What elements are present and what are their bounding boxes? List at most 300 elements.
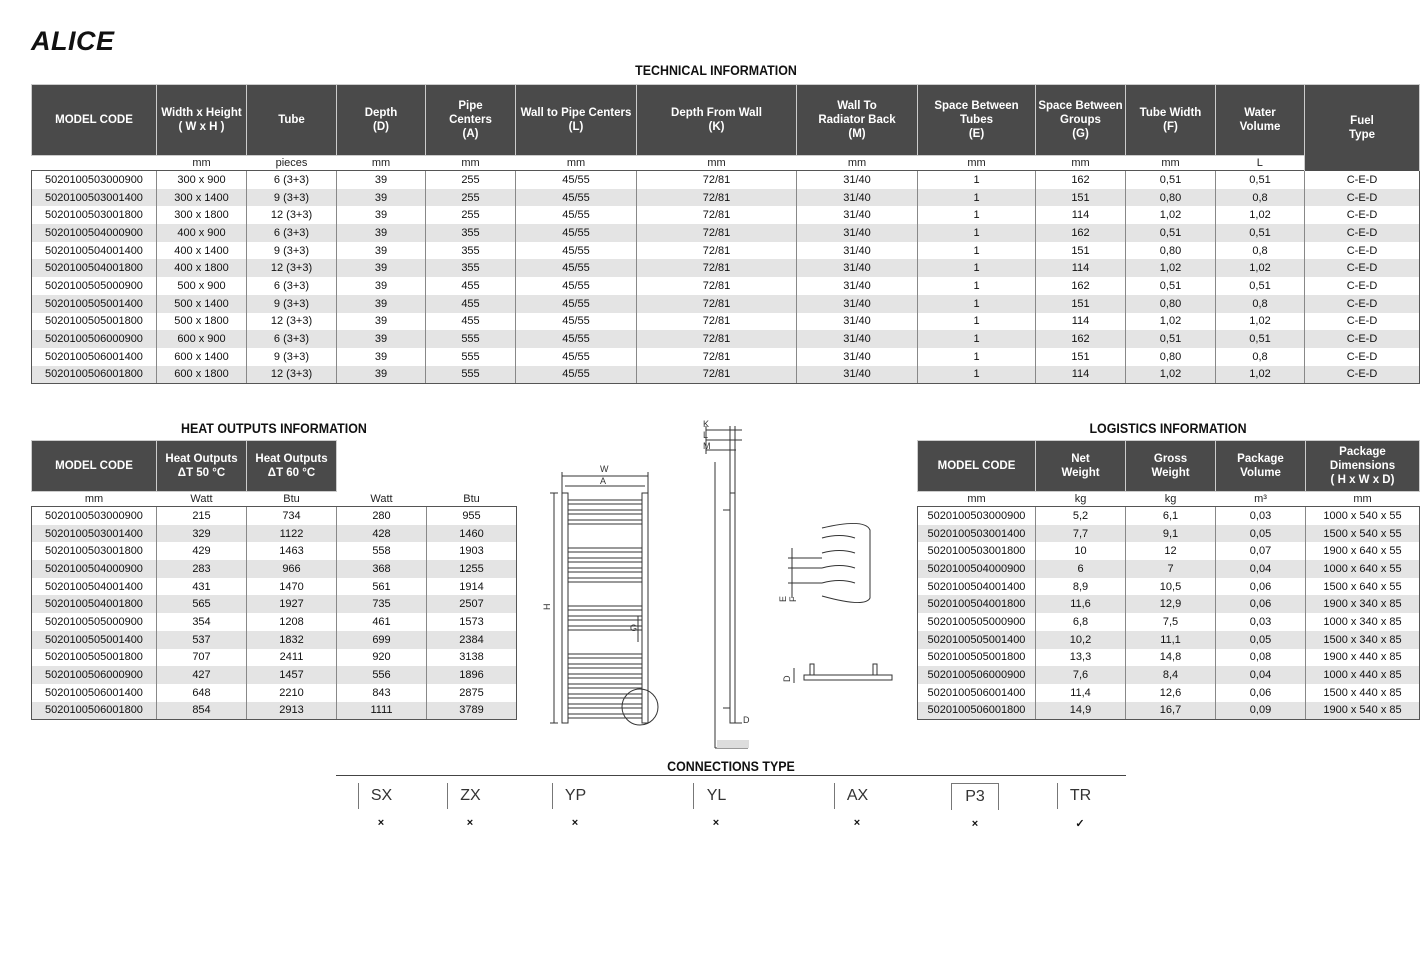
model-code-cell: 5020100503000900 <box>32 171 157 189</box>
table-cell: 1463 <box>247 542 337 560</box>
table-cell: 0,8 <box>1216 348 1305 366</box>
table-cell: 455 <box>426 295 516 313</box>
table-cell: 699 <box>337 631 427 649</box>
table-cell: 39 <box>337 206 426 224</box>
logistics-title: LOGISTICS INFORMATION <box>1089 421 1247 436</box>
column-header <box>157 441 247 492</box>
table-row <box>32 613 517 631</box>
table-cell: C-E-D <box>1305 189 1420 207</box>
table-cell: 1,02 <box>1216 259 1305 277</box>
units-row <box>918 492 1420 507</box>
model-code-cell: 5020100506001400 <box>32 684 157 702</box>
table-cell: 500 x 1800 <box>157 313 247 331</box>
table-cell: 1900 x 440 x 85 <box>1306 649 1420 667</box>
table-cell: 45/55 <box>516 313 637 331</box>
table-cell: 0,51 <box>1216 224 1305 242</box>
table-cell: 0,51 <box>1216 277 1305 295</box>
table-cell: 6 (3+3) <box>247 330 337 348</box>
table-cell: 0,06 <box>1216 595 1306 613</box>
unit-cell: mm <box>337 156 426 171</box>
model-code-cell: 5020100505001800 <box>32 649 157 667</box>
unit-cell: Btu <box>247 492 337 507</box>
table-cell: 9 (3+3) <box>247 295 337 313</box>
connection-sx <box>341 783 421 829</box>
header-line: ( W x H ) <box>178 121 225 133</box>
table-cell: 31/40 <box>797 348 918 366</box>
unit-cell: kg <box>1036 492 1126 507</box>
table-cell: 368 <box>337 560 427 578</box>
table-cell: 7,5 <box>1126 613 1216 631</box>
table-cell: 280 <box>337 507 427 525</box>
table-cell: 151 <box>1036 242 1126 260</box>
table-row <box>32 348 1420 366</box>
connection-code: AX <box>834 783 881 809</box>
column-header <box>1036 441 1126 492</box>
column-header <box>1216 441 1306 492</box>
connection-code: YP <box>552 783 599 809</box>
table-cell: 12 (3+3) <box>247 259 337 277</box>
table-cell: 72/81 <box>637 277 797 295</box>
table-cell: 400 x 1800 <box>157 259 247 277</box>
table-cell: 1000 x 540 x 55 <box>1306 507 1420 525</box>
table-cell: 1111 <box>337 702 427 720</box>
table-cell: 2507 <box>427 595 517 613</box>
table-cell: 7,7 <box>1036 525 1126 543</box>
table-cell: 39 <box>337 348 426 366</box>
model-code-cell: 5020100503001400 <box>918 525 1036 543</box>
product-title: ALICE <box>31 26 115 56</box>
column-header <box>637 85 797 156</box>
table-cell: 355 <box>426 259 516 277</box>
column-header <box>247 85 337 156</box>
technical-title: TECHNICAL INFORMATION <box>635 63 797 78</box>
table-cell: 400 x 1400 <box>157 242 247 260</box>
table-cell: 45/55 <box>516 330 637 348</box>
table-cell: 1,02 <box>1216 366 1305 384</box>
table-cell: 0,51 <box>1126 330 1216 348</box>
table-cell: 0,09 <box>1216 702 1306 720</box>
table-cell: 600 x 1400 <box>157 348 247 366</box>
table-cell: 72/81 <box>637 189 797 207</box>
table-cell: 500 x 900 <box>157 277 247 295</box>
table-row <box>918 507 1420 525</box>
model-code-cell: 5020100506000900 <box>32 666 157 684</box>
column-header <box>1126 85 1216 156</box>
table-cell: 6 (3+3) <box>247 224 337 242</box>
table-cell: 45/55 <box>516 277 637 295</box>
table-cell: 39 <box>337 295 426 313</box>
table-row <box>918 595 1420 613</box>
unit-cell: mm <box>918 492 1036 507</box>
model-code-cell: 5020100504001800 <box>32 595 157 613</box>
model-code-cell: 5020100505000900 <box>32 277 157 295</box>
header-line: ΔT 50 °C <box>177 467 226 479</box>
table-cell: 0,06 <box>1216 578 1306 596</box>
header-line: Package <box>1339 446 1386 458</box>
table-cell: 6 <box>1036 560 1126 578</box>
unit-cell: mm <box>1126 156 1216 171</box>
column-header <box>1305 85 1420 171</box>
technical-table <box>31 84 1420 384</box>
table-cell: 0,80 <box>1126 189 1216 207</box>
table-cell: 600 x 1800 <box>157 366 247 384</box>
header-line: (M) <box>848 128 866 140</box>
model-code-cell: 5020100505000900 <box>32 613 157 631</box>
table-cell: 45/55 <box>516 366 637 384</box>
table-cell: 255 <box>426 189 516 207</box>
table-cell: 1470 <box>247 578 337 596</box>
table-cell: 39 <box>337 224 426 242</box>
header-line: Wall To <box>837 100 877 112</box>
header-line: Depth <box>364 107 398 119</box>
table-row <box>32 313 1420 331</box>
table-cell: 39 <box>337 171 426 189</box>
column-header <box>1216 85 1305 156</box>
table-cell: 1000 x 640 x 55 <box>1306 560 1420 578</box>
table-cell: 39 <box>337 366 426 384</box>
table-row <box>918 631 1420 649</box>
table-cell: 39 <box>337 277 426 295</box>
header-line: (G) <box>1072 128 1089 140</box>
column-header <box>1126 441 1216 492</box>
table-cell: 0,8 <box>1216 242 1305 260</box>
unit-cell: Watt <box>157 492 247 507</box>
table-cell: 31/40 <box>797 366 918 384</box>
table-row <box>32 171 1420 189</box>
unit-cell: pieces <box>247 156 337 171</box>
unit-cell: mm <box>157 156 247 171</box>
table-cell: C-E-D <box>1305 330 1420 348</box>
table-cell: 39 <box>337 242 426 260</box>
table-row <box>32 242 1420 260</box>
model-code-cell: 5020100505000900 <box>918 613 1036 631</box>
unit-cell: Watt <box>337 492 427 507</box>
table-cell: 0,80 <box>1126 295 1216 313</box>
table-cell: 0,04 <box>1216 666 1306 684</box>
table-cell: 1573 <box>427 613 517 631</box>
table-cell: 12 (3+3) <box>247 366 337 384</box>
table-cell: 3138 <box>427 649 517 667</box>
table-cell: 707 <box>157 649 247 667</box>
table-cell: 151 <box>1036 295 1126 313</box>
header-line: Package <box>1237 453 1284 465</box>
header-line: MODEL CODE <box>55 114 133 126</box>
table-cell: 114 <box>1036 206 1126 224</box>
label-g: G <box>630 623 638 633</box>
table-row <box>918 578 1420 596</box>
table-row <box>32 295 1420 313</box>
table-cell: 215 <box>157 507 247 525</box>
model-code-cell: 5020100505001800 <box>918 649 1036 667</box>
header-line: Volume <box>1240 467 1281 479</box>
header-line: Gross <box>1153 453 1188 465</box>
table-cell: 1 <box>918 259 1036 277</box>
table-cell: 0,51 <box>1126 277 1216 295</box>
table-cell: 9 (3+3) <box>247 348 337 366</box>
table-cell: 300 x 900 <box>157 171 247 189</box>
table-row <box>918 684 1420 702</box>
column-header <box>247 441 337 492</box>
table-cell: 14,9 <box>1036 702 1126 720</box>
header-line: Volume <box>1239 121 1281 133</box>
table-cell: 72/81 <box>637 206 797 224</box>
header-line: Tubes <box>959 114 993 126</box>
table-cell: 1122 <box>247 525 337 543</box>
column-header <box>516 85 637 156</box>
column-header <box>337 85 426 156</box>
check-icon: ✓ <box>1075 818 1085 830</box>
cross-icon: × <box>571 817 579 829</box>
table-cell: 300 x 1400 <box>157 189 247 207</box>
connections-title: CONNECTIONS TYPE <box>667 759 795 774</box>
table-cell: 13,3 <box>1036 649 1126 667</box>
table-cell: 1903 <box>427 542 517 560</box>
tube-rows <box>568 500 642 718</box>
table-cell: 12 <box>1126 542 1216 560</box>
table-cell: 10 <box>1036 542 1126 560</box>
header-line: (E) <box>968 128 985 140</box>
table-cell: 355 <box>426 242 516 260</box>
model-code-cell: 5020100504000900 <box>32 224 157 242</box>
table-cell: 7,6 <box>1036 666 1126 684</box>
table-cell: 329 <box>157 525 247 543</box>
table-cell: 72/81 <box>637 330 797 348</box>
label-f: F <box>788 596 798 602</box>
model-code-cell: 5020100505001800 <box>32 313 157 331</box>
column-header <box>1306 441 1420 492</box>
table-cell: 9 (3+3) <box>247 242 337 260</box>
table-cell: 9 (3+3) <box>247 189 337 207</box>
cross-icon: × <box>466 817 474 829</box>
model-code-cell: 5020100506000900 <box>918 666 1036 684</box>
table-row <box>32 259 1420 277</box>
connection-code: TR <box>1057 783 1104 809</box>
connection-yp <box>535 783 615 829</box>
table-cell: 283 <box>157 560 247 578</box>
table-cell: 1460 <box>427 525 517 543</box>
unit-cell: mm <box>32 492 157 507</box>
table-cell: 45/55 <box>516 259 637 277</box>
unit-cell: kg <box>1126 492 1216 507</box>
logistics-table <box>917 440 1420 720</box>
heat-table <box>31 440 517 720</box>
header-line: ΔT 60 °C <box>267 467 316 479</box>
model-code-cell: 5020100503001800 <box>918 542 1036 560</box>
table-cell: 0,8 <box>1216 189 1305 207</box>
table-cell: 537 <box>157 631 247 649</box>
table-cell: 14,8 <box>1126 649 1216 667</box>
table-cell: 734 <box>247 507 337 525</box>
table-cell: 2384 <box>427 631 517 649</box>
header-line: Fuel <box>1350 114 1374 127</box>
table-cell: 1,02 <box>1126 313 1216 331</box>
table-cell: 45/55 <box>516 295 637 313</box>
table-row <box>32 702 517 720</box>
table-cell: C-E-D <box>1305 259 1420 277</box>
header-line: Groups <box>1060 114 1101 126</box>
table-cell: C-E-D <box>1305 171 1420 189</box>
table-cell: 8,4 <box>1126 666 1216 684</box>
model-code-cell: 5020100506001800 <box>918 702 1036 720</box>
table-row <box>918 542 1420 560</box>
unit-cell: m³ <box>1216 492 1306 507</box>
label-h: H <box>542 603 552 610</box>
table-cell: 162 <box>1036 224 1126 242</box>
table-cell: 1,02 <box>1216 206 1305 224</box>
table-cell: 0,80 <box>1126 242 1216 260</box>
column-header <box>918 85 1036 156</box>
table-cell: 565 <box>157 595 247 613</box>
header-line: Weight <box>1061 467 1100 479</box>
table-cell: 1 <box>918 189 1036 207</box>
table-cell: 355 <box>426 224 516 242</box>
table-cell: 255 <box>426 171 516 189</box>
header-line: (K) <box>708 121 725 133</box>
table-cell: C-E-D <box>1305 366 1420 384</box>
table-row <box>32 366 1420 384</box>
table-cell: 455 <box>426 277 516 295</box>
table-row <box>918 525 1420 543</box>
table-row <box>32 666 517 684</box>
table-cell: 45/55 <box>516 224 637 242</box>
table-cell: 1500 x 440 x 85 <box>1306 684 1420 702</box>
table-cell: 555 <box>426 330 516 348</box>
table-cell: 8,9 <box>1036 578 1126 596</box>
table-cell: 843 <box>337 684 427 702</box>
header-line: Width x Height <box>161 107 242 119</box>
model-code-cell: 5020100504001400 <box>918 578 1036 596</box>
table-cell: 300 x 1800 <box>157 206 247 224</box>
table-cell: 31/40 <box>797 330 918 348</box>
table-cell: 114 <box>1036 313 1126 331</box>
table-cell: 461 <box>337 613 427 631</box>
table-cell: 6,8 <box>1036 613 1126 631</box>
table-cell: 0,08 <box>1216 649 1306 667</box>
table-cell: 1,02 <box>1126 206 1216 224</box>
table-cell: 400 x 900 <box>157 224 247 242</box>
table-cell: 556 <box>337 666 427 684</box>
cross-icon: × <box>971 818 979 830</box>
table-cell: 9,1 <box>1126 525 1216 543</box>
table-cell: 114 <box>1036 366 1126 384</box>
table-cell: 854 <box>157 702 247 720</box>
connection-p3 <box>935 783 1015 830</box>
column-header <box>918 441 1036 492</box>
label-m: M <box>703 441 711 451</box>
table-cell: 1255 <box>427 560 517 578</box>
table-cell: 1 <box>918 171 1036 189</box>
model-code-cell: 5020100505001400 <box>32 295 157 313</box>
table-cell: 600 x 900 <box>157 330 247 348</box>
header-row <box>918 441 1420 492</box>
model-code-cell: 5020100503001800 <box>32 542 157 560</box>
table-cell: 966 <box>247 560 337 578</box>
table-cell: C-E-D <box>1305 295 1420 313</box>
label-d2: D <box>782 675 792 682</box>
table-cell: 558 <box>337 542 427 560</box>
table-cell: 39 <box>337 189 426 207</box>
table-cell: 31/40 <box>797 171 918 189</box>
model-code-cell: 5020100503001400 <box>32 189 157 207</box>
unit-cell: mm <box>1036 156 1126 171</box>
model-code-cell: 5020100503000900 <box>918 507 1036 525</box>
table-row <box>32 507 517 525</box>
header-line: (F) <box>1163 121 1178 133</box>
table-row <box>32 206 1420 224</box>
table-cell: 1 <box>918 295 1036 313</box>
table-cell: 45/55 <box>516 189 637 207</box>
table-cell: 1 <box>918 242 1036 260</box>
table-cell: 31/40 <box>797 189 918 207</box>
table-cell: 31/40 <box>797 277 918 295</box>
table-cell: 1,02 <box>1126 259 1216 277</box>
table-row <box>32 224 1420 242</box>
table-cell: 1500 x 640 x 55 <box>1306 578 1420 596</box>
table-cell: 0,05 <box>1216 631 1306 649</box>
connection-ax <box>817 783 897 829</box>
table-cell: 354 <box>157 613 247 631</box>
header-line: (D) <box>373 121 389 133</box>
table-cell: 45/55 <box>516 171 637 189</box>
table-cell: 0,06 <box>1216 684 1306 702</box>
table-cell: 7 <box>1126 560 1216 578</box>
table-cell: 3789 <box>427 702 517 720</box>
table-cell: 6 (3+3) <box>247 171 337 189</box>
table-cell: 39 <box>337 259 426 277</box>
radiator-diagram <box>530 418 910 753</box>
unit-cell: mm <box>918 156 1036 171</box>
table-cell: 427 <box>157 666 247 684</box>
model-code-cell: 5020100505001400 <box>918 631 1036 649</box>
table-row <box>918 702 1420 720</box>
table-row <box>32 595 517 613</box>
table-cell: 162 <box>1036 330 1126 348</box>
header-line: Depth From Wall <box>671 107 762 119</box>
table-cell: 11,4 <box>1036 684 1126 702</box>
table-cell: 31/40 <box>797 259 918 277</box>
cross-icon: × <box>853 817 861 829</box>
table-cell: 0,80 <box>1126 348 1216 366</box>
table-cell: 45/55 <box>516 242 637 260</box>
table-cell: 0,51 <box>1216 171 1305 189</box>
table-cell: 72/81 <box>637 224 797 242</box>
table-cell: 1,02 <box>1126 366 1216 384</box>
table-cell: 1000 x 440 x 85 <box>1306 666 1420 684</box>
table-cell: 12,9 <box>1126 595 1216 613</box>
table-cell: 72/81 <box>637 366 797 384</box>
table-row <box>918 649 1420 667</box>
table-cell: 1900 x 340 x 85 <box>1306 595 1420 613</box>
table-cell: 0,51 <box>1216 330 1305 348</box>
table-cell: 1500 x 540 x 55 <box>1306 525 1420 543</box>
table-cell: 0,03 <box>1216 613 1306 631</box>
model-code-cell: 5020100506001400 <box>32 348 157 366</box>
unit-cell: mm <box>797 156 918 171</box>
column-header <box>797 85 918 156</box>
table-cell: 39 <box>337 330 426 348</box>
table-cell: 39 <box>337 313 426 331</box>
table-cell: 500 x 1400 <box>157 295 247 313</box>
table-row <box>32 189 1420 207</box>
table-cell: C-E-D <box>1305 313 1420 331</box>
unit-cell: mm <box>516 156 637 171</box>
table-cell: 0,05 <box>1216 525 1306 543</box>
model-code-cell: 5020100504001400 <box>32 242 157 260</box>
table-cell: 1457 <box>247 666 337 684</box>
table-cell: 1 <box>918 366 1036 384</box>
header-line: Water <box>1244 107 1276 119</box>
table-cell: 555 <box>426 348 516 366</box>
